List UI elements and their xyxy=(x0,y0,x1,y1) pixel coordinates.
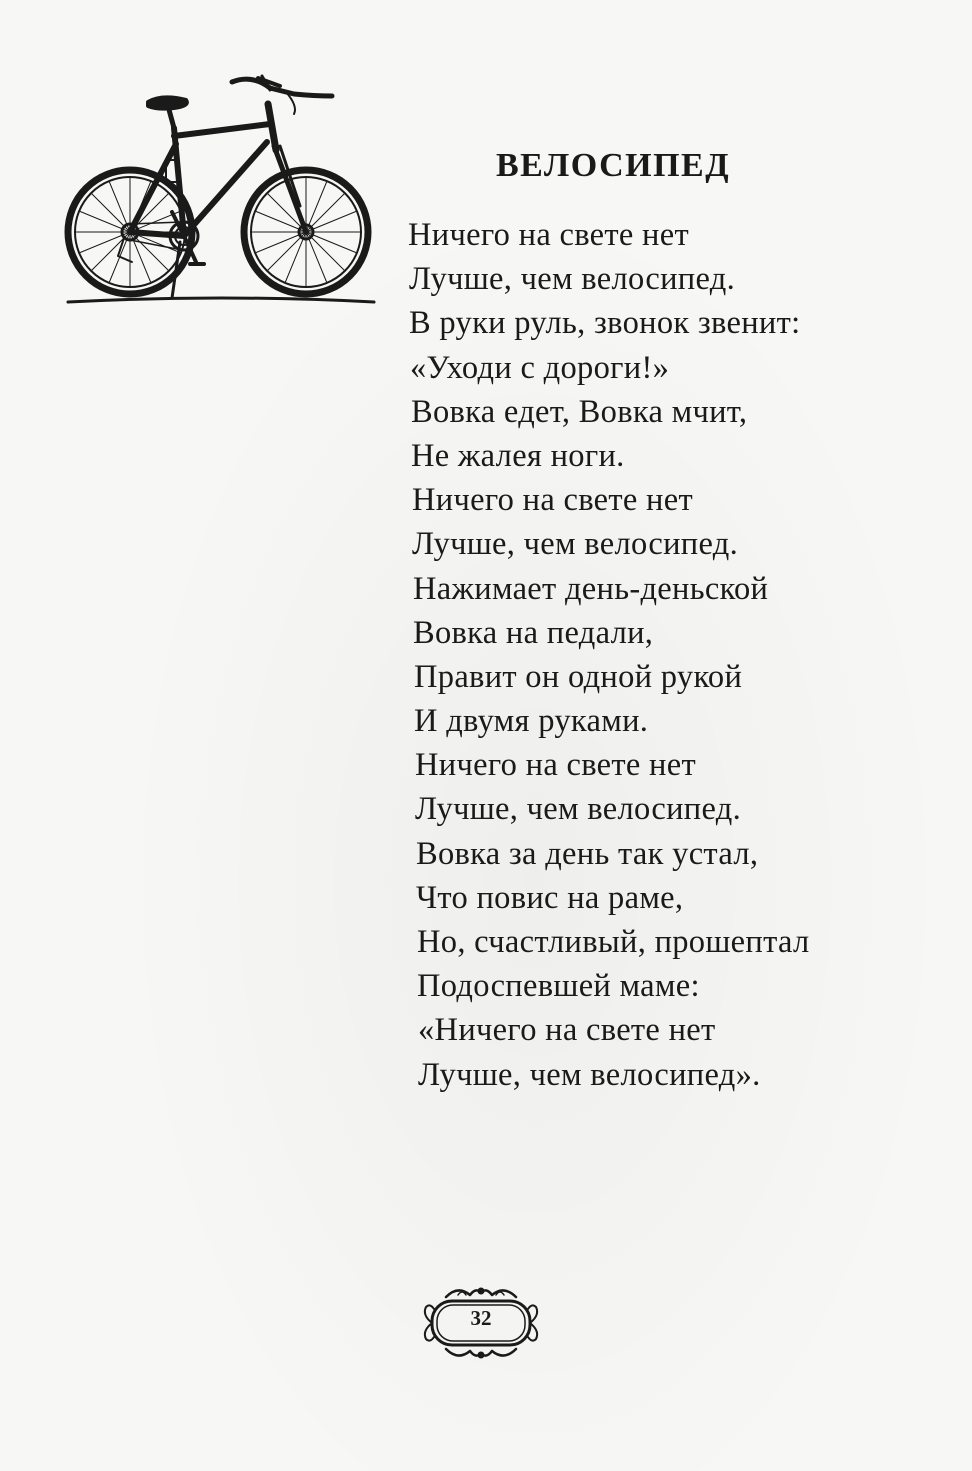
poem-line: Не жалея ноги. xyxy=(411,437,625,474)
poem-line: Вовка на педали, xyxy=(413,614,654,651)
poem-line: И двумя руками. xyxy=(414,703,649,740)
poem-line: Но, счастливый, прошептал xyxy=(417,924,810,960)
poem-line: Лучше, чем велосипед. xyxy=(412,526,739,563)
poem-line: Что повис на раме, xyxy=(416,879,684,916)
poem-line: «Уходи с дороги!» xyxy=(410,349,670,386)
poem-line: Ничего на свете нет xyxy=(408,217,689,253)
poem-line: Правит он одной рукой xyxy=(414,658,743,695)
poem-line: Подоспевшей маме: xyxy=(417,968,700,1005)
poem-line: Вовка едет, Вовка мчит, xyxy=(411,393,748,430)
poem-line: В руки руль, звонок звенит: xyxy=(409,305,801,342)
poem-line: Лучше, чем велосипед». xyxy=(418,1056,761,1093)
poem-line: Лучше, чем велосипед. xyxy=(415,791,742,828)
page-number: 32 xyxy=(470,1306,492,1330)
poem-line: Нажимает день-деньской xyxy=(413,570,769,607)
bicycle-illustration xyxy=(62,66,380,310)
poem-line: Лучше, чем велосипед. xyxy=(409,261,736,298)
poem-line: «Ничего на свете нет xyxy=(418,1012,716,1049)
poem-title: ВЕЛОСИПЕД xyxy=(496,146,731,184)
poem-line: Ничего на свете нет xyxy=(412,482,693,519)
poem-line: Ничего на свете нет xyxy=(415,747,696,784)
poem-body xyxy=(408,213,810,1097)
poem-line: Вовка за день так устал, xyxy=(416,835,759,872)
